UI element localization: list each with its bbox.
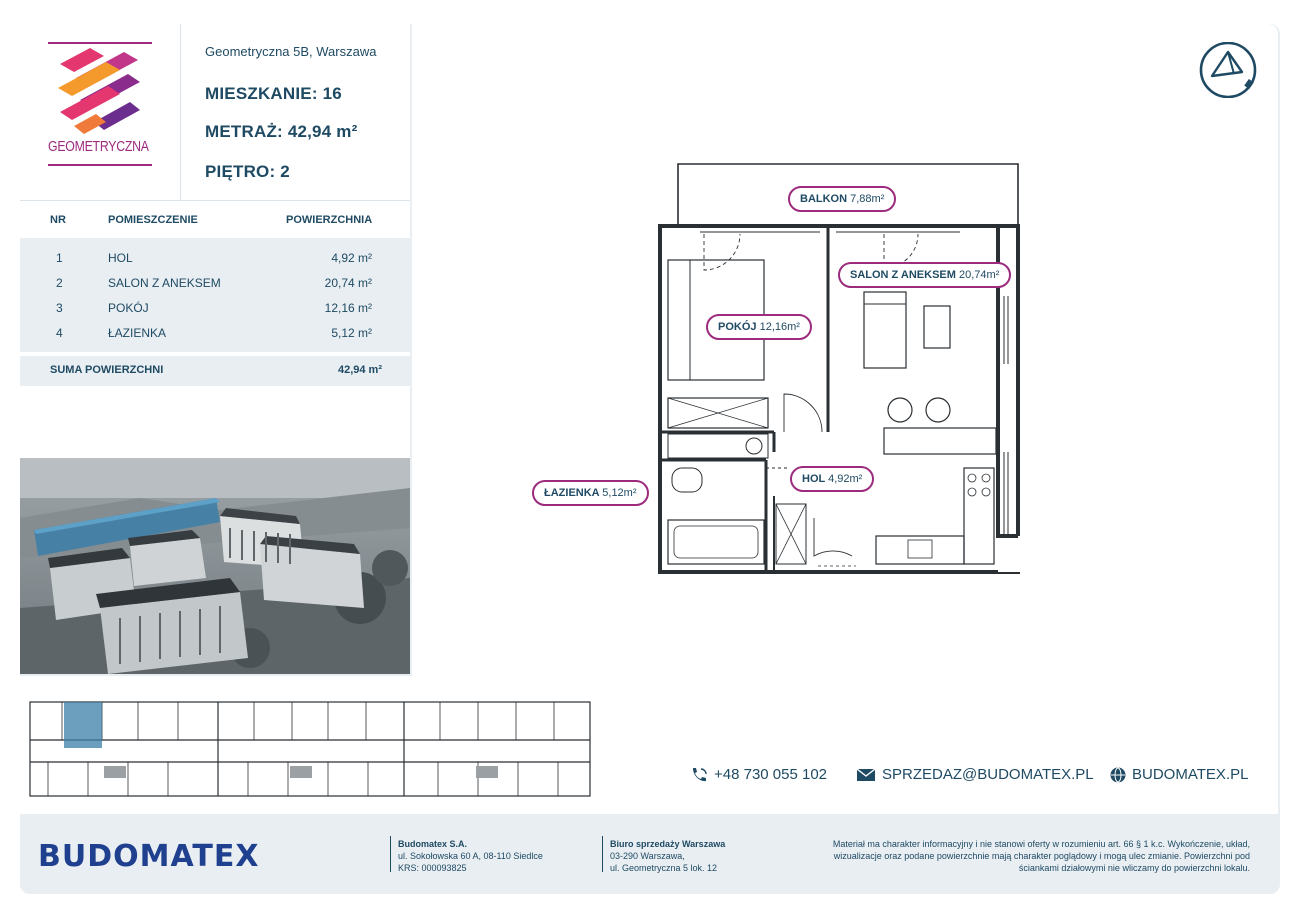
footer-separator-1 bbox=[390, 836, 391, 872]
table-sum-label: SUMA POWIERZCHNI bbox=[50, 364, 164, 376]
plan-label-balkon bbox=[788, 186, 896, 212]
building-keyplan bbox=[28, 696, 592, 813]
table-sum-value: 42,94 m² bbox=[337, 364, 382, 376]
plan-label-pokoj-name: POKÓJ bbox=[718, 321, 757, 333]
apartment-floor-value: 2 bbox=[280, 162, 290, 181]
footer-company-krs: KRS: 000093825 bbox=[398, 863, 467, 873]
apartment-floor-label: PIĘTRO: bbox=[205, 162, 276, 181]
logo-bottom-rule bbox=[48, 164, 152, 166]
contact-email-text: SPRZEDAZ@BUDOMATEX.PL bbox=[882, 766, 1094, 783]
footer-legal-2: wizualizacje oraz podane powierzchnie mają charakter poglądowy i mogą ulec zmianie. Powierzchni pod bbox=[833, 851, 1250, 861]
table-row-2-name: SALON Z ANEKSEM bbox=[108, 276, 221, 290]
header-vertical-divider bbox=[180, 24, 181, 200]
globe-icon bbox=[1110, 767, 1126, 783]
footer-legal-note bbox=[790, 838, 1250, 874]
plan-label-balkon-area: 7,88m² bbox=[850, 193, 885, 205]
footer-office-block bbox=[610, 838, 725, 874]
plan-label-salon bbox=[838, 262, 1011, 288]
table-row-1-name: HOL bbox=[108, 251, 133, 265]
contact-phone-link[interactable] bbox=[690, 766, 827, 783]
contact-phone-text: +48 730 055 102 bbox=[714, 766, 828, 783]
table-header-area: POWIERZCHNIA bbox=[286, 214, 373, 226]
table-row-1-area: 4,92 m² bbox=[331, 251, 372, 265]
plan-label-hol-area: 4,92m² bbox=[828, 473, 863, 485]
footer-legal-1: Materiał ma charakter informacyjny i nie stanowi oferty w rozumieniu art. 66 § 1 k.c. Wykończenie, układ, bbox=[832, 839, 1250, 849]
apartment-floor-line bbox=[205, 162, 290, 182]
header-horizontal-divider bbox=[20, 200, 410, 201]
contact-website-link[interactable] bbox=[1110, 766, 1248, 783]
contact-website-text: BUDOMATEX.PL bbox=[1132, 766, 1249, 783]
budomatex-logo bbox=[38, 822, 368, 879]
table-row-4-name: ŁAZIENKA bbox=[108, 326, 167, 340]
footer-office-name: Biuro sprzedaży Warszawa bbox=[610, 839, 726, 849]
apartment-number-value: 16 bbox=[322, 84, 342, 103]
footer-company-addr: ul. Sokołowska 60 A, 08-110 Siedlce bbox=[398, 851, 543, 861]
project-address: Geometryczna 5B, Warszawa bbox=[205, 44, 377, 59]
footer-company-name: Budomatex S.A. bbox=[398, 839, 468, 849]
apartment-area-label: METRAŻ: bbox=[205, 122, 283, 141]
plan-label-lazienka-name: ŁAZIENKA bbox=[544, 487, 600, 499]
floor-plan-drawing bbox=[520, 156, 1040, 591]
table-row-4-area: 5,12 m² bbox=[331, 326, 372, 340]
contact-email-link[interactable] bbox=[856, 766, 1094, 783]
plan-label-salon-area: 20,74m² bbox=[959, 269, 1000, 281]
plan-label-pokoj bbox=[706, 314, 812, 340]
plan-label-lazienka-area: 5,12m² bbox=[602, 487, 637, 499]
plan-label-hol-name: HOL bbox=[802, 473, 826, 485]
footer-office-addr: ul. Geometryczna 5 lok. 12 bbox=[610, 863, 718, 873]
plan-label-lazienka bbox=[532, 480, 649, 506]
table-header-nr: NR bbox=[50, 214, 66, 226]
footer-separator-2 bbox=[602, 836, 603, 872]
plan-label-salon-name: SALON Z ANEKSEM bbox=[850, 269, 956, 281]
plan-label-hol bbox=[790, 466, 874, 492]
brand-wordmark: BUDOMATEX bbox=[38, 839, 260, 874]
apartment-area-value: 42,94 m² bbox=[287, 122, 358, 141]
footer-legal-3: ściankami działowymi nie wliczamy do powierzchni lokalu. bbox=[1018, 863, 1250, 873]
aerial-visualisation-image bbox=[20, 458, 410, 674]
footer-office-city: 03-290 Warszawa, bbox=[610, 851, 685, 861]
apartment-area-line bbox=[205, 122, 357, 142]
table-row-3-nr: 3 bbox=[56, 301, 63, 315]
table-row-3-area: 12,16 m² bbox=[324, 301, 372, 315]
footer-company-block bbox=[398, 838, 543, 874]
table-row-3-name: POKÓJ bbox=[108, 301, 149, 315]
table-row-2-area: 20,74 m² bbox=[324, 276, 372, 290]
table-row-2-nr: 2 bbox=[56, 276, 63, 290]
plan-label-balkon-name: BALKON bbox=[800, 193, 848, 205]
mail-icon bbox=[856, 768, 876, 782]
compass-icon bbox=[1198, 42, 1260, 103]
apartment-number-line bbox=[205, 84, 342, 104]
apartment-number-label: MIESZKANIE: bbox=[205, 84, 318, 103]
table-row-1-nr: 1 bbox=[56, 251, 63, 265]
logo-wordmark: GEOMETRYCZNA bbox=[48, 138, 149, 155]
table-header-room: POMIESZCZENIE bbox=[108, 214, 198, 226]
plan-label-pokoj-area: 12,16m² bbox=[759, 321, 800, 333]
table-row-4-nr: 4 bbox=[56, 326, 63, 340]
phone-icon bbox=[690, 767, 708, 783]
